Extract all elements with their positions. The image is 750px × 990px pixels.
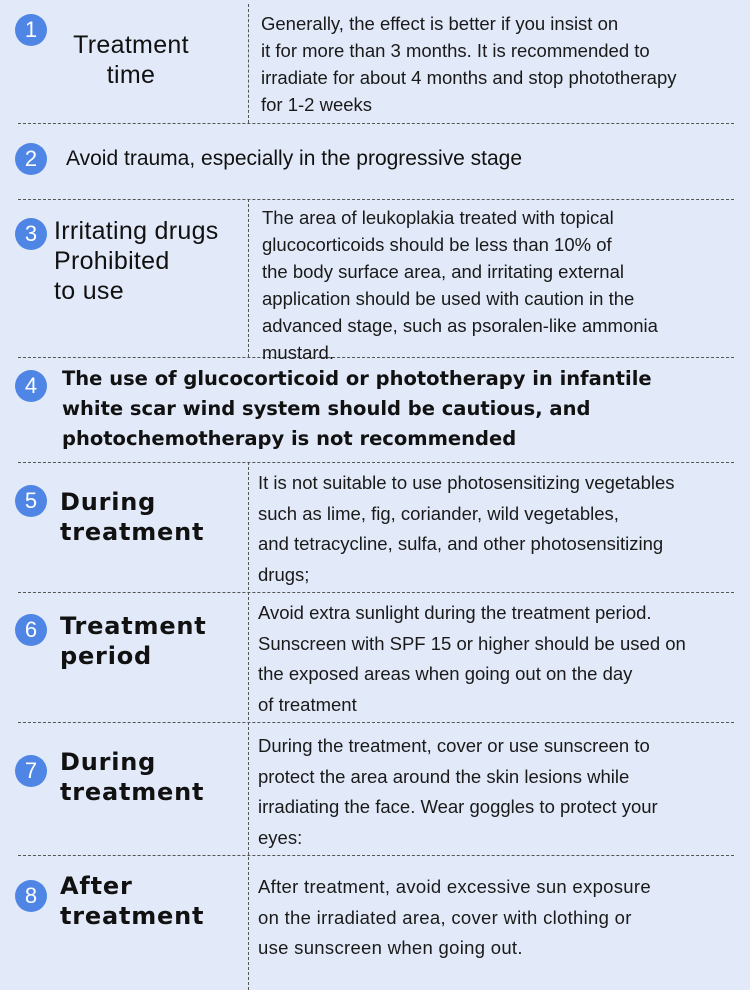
number-badge: 1: [15, 14, 47, 46]
item-title: Treatment time: [73, 31, 189, 89]
number-badge: 6: [15, 614, 47, 646]
item-description: It is not suitable to use photosensitizing vegetables such as lime, fig, coriander, wild vegetables, and tetracycline, sulfa, and other photosensitizing drugs;: [258, 472, 675, 585]
divider: [18, 722, 734, 723]
item-title: Treatment period: [60, 612, 207, 670]
number-badge: 2: [15, 143, 47, 175]
column-divider: [248, 4, 249, 123]
item-text: Avoid trauma, especially in the progressive stage: [66, 147, 523, 170]
item-description: Avoid extra sunlight during the treatment period. Sunscreen with SPF 15 or higher should be used on the exposed areas when going out on the day of treatment: [258, 602, 686, 715]
number-badge: 5: [15, 485, 47, 517]
column-divider: [248, 199, 249, 357]
divider: [18, 123, 734, 124]
number-badge: 8: [15, 880, 47, 912]
item-description: After treatment, avoid excessive sun exposure on the irradiated area, cover with clothing or use sunscreen when going out.: [258, 876, 651, 958]
item-title: During treatment: [60, 748, 205, 806]
item-title: During treatment: [60, 488, 205, 546]
number-badge: 7: [15, 755, 47, 787]
divider: [18, 855, 734, 856]
number-badge: 3: [15, 218, 47, 250]
item-title: Irritating drugs Prohibited to use: [54, 217, 219, 305]
number-badge: 4: [15, 370, 47, 402]
item-description: Generally, the effect is better if you insist on it for more than 3 months. It is recommended to irradiate for about 4 months and stop phototherapy for 1-2 weeks: [261, 13, 677, 115]
divider: [18, 592, 734, 593]
item-description: The area of leukoplakia treated with topical glucocorticoids should be less than 10% of the body surface area, and irritating external application should be used with caution in the advanced stage, such as psoralen-like ammonia mustard.: [262, 207, 658, 363]
item-description: During the treatment, cover or use sunscreen to protect the area around the skin lesions while irradiating the face. Wear goggles to protect your eyes:: [258, 735, 658, 848]
item-title: After treatment: [60, 872, 205, 930]
divider: [18, 199, 734, 200]
column-divider: [248, 462, 249, 990]
item-text: The use of glucocorticoid or phototherapy in infantile white scar wind system should be cautious, and photochemotherapy is not recommended: [62, 367, 652, 450]
divider: [18, 462, 734, 463]
